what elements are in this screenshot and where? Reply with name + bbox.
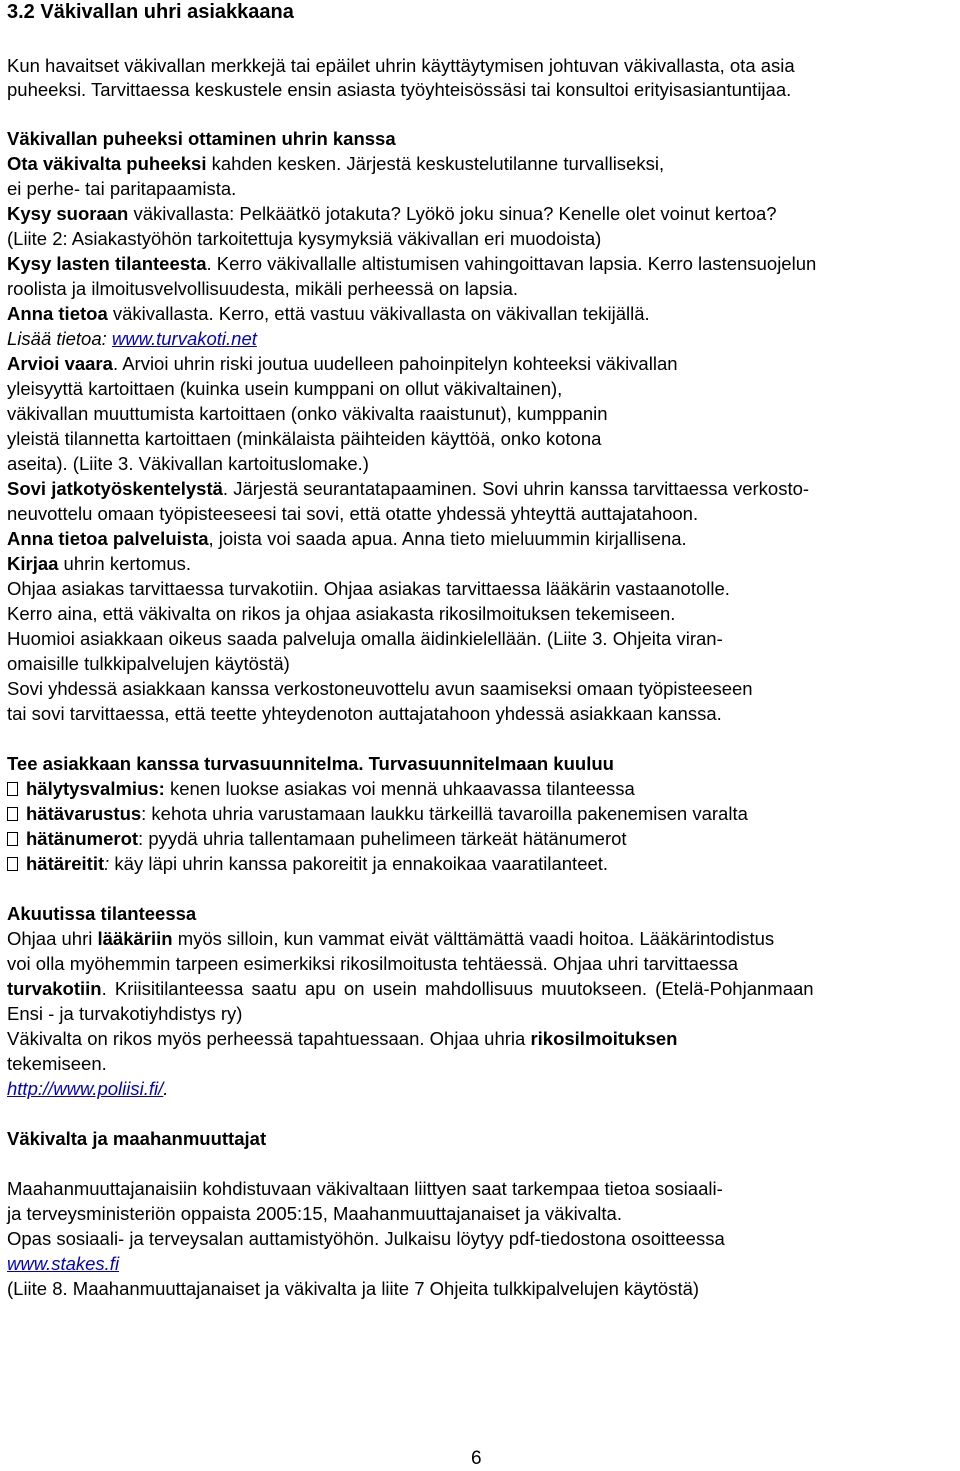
s1-line-5-bold: Kysy lasten tilanteesta — [7, 253, 207, 274]
acute-line-6: tekemiseen. — [7, 1053, 107, 1074]
s1-line-8-text: Lisää tietoa: — [7, 328, 112, 349]
acute-line-3-text: . Kriisitilanteessa saatu apu on usein mahdollisuus muutokseen. (Etelä-Pohjanmaan — [101, 978, 814, 999]
checkbox-icon — [7, 782, 18, 796]
plan-item — [7, 802, 748, 826]
acute-line-2: voi olla myöhemmin tarpeen esimerkiksi rikosilmoitusta tehtäessä. Ohjaa uhri tarvittaessa — [7, 953, 739, 974]
plan-item-sep: : — [138, 828, 144, 849]
s2-line-9-bold: Kirjaa — [7, 553, 59, 574]
immig-line-1: Maahanmuuttajanaisiin kohdistuvaan väkivaltaan liittyen saat tarkempaa tietoa sosiaali- — [7, 1178, 723, 1199]
plan-item-term: hätävarustus — [26, 803, 142, 824]
plan-item-sep: : — [141, 803, 147, 824]
plan-item-sep: : — [158, 778, 165, 799]
acute-title: Akuutissa tilanteessa — [7, 903, 197, 924]
acute-line-7 — [7, 1077, 168, 1101]
turvakoti-link[interactable]: www.turvakoti.net — [111, 328, 257, 349]
s2-line-6-bold: Sovi jatkotyöskentelystä — [7, 478, 223, 499]
s2-line-6 — [7, 477, 809, 501]
s1-line-7-text: väkivallasta. Kerro, että vastuu väkivallasta on väkivallan tekijällä. — [107, 303, 650, 324]
plan-item — [7, 827, 627, 851]
s2-line-15: tai sovi tarvittaessa, että teette yhteydenoton auttajatahoon yhdessä asiakkaan kanssa. — [7, 703, 722, 724]
plan-item-text: käy läpi uhrin kanssa pakoreitit ja ennakoikaa vaaratilanteet. — [109, 853, 609, 874]
s2-line-1 — [7, 352, 678, 376]
s1-line-3 — [7, 202, 777, 226]
poliisi-link[interactable]: http://www.poliisi.fi/ — [7, 1078, 164, 1099]
s2-line-13: omaisille tulkkipalvelujen käytöstä) — [7, 653, 290, 674]
s1-line-2: ei perhe- tai paritapaamista. — [7, 178, 237, 199]
checkbox-icon — [7, 832, 18, 846]
acute-line-1-bold: lääkäriin — [97, 928, 173, 949]
plan-title: Tee asiakkaan kanssa turvasuunnitelma. Turvasuunnitelmaan kuuluu — [7, 753, 614, 774]
s1-line-7-bold: Anna tietoa — [7, 303, 108, 324]
plan-item-text: kehota uhria varustamaan laukku tärkeillä tavaroilla pakenemisen varalta — [146, 803, 748, 824]
acute-line-4: Ensi - ja turvakotiyhdistys ry) — [7, 1003, 243, 1024]
intro-line-2: puheeksi. Tarvittaessa keskustele ensin asiasta työyhteisössäsi tai konsultoi erityisasiantuntijaa. — [7, 79, 792, 100]
checkbox-icon — [7, 857, 18, 871]
s1-line-1-text: kahden kesken. Järjestä keskustelutilanne turvalliseksi, — [206, 153, 665, 174]
acute-line-1-a: Ohjaa uhri — [7, 928, 98, 949]
acute-line-5-bold: rikosilmoituksen — [530, 1028, 678, 1049]
s1-line-3-text: väkivallasta: Pelkäätkö jotakuta? Lyökö joku sinua? Kenelle olet voinut kertoa? — [128, 203, 777, 224]
acute-line-3 — [7, 977, 814, 1001]
checkbox-icon — [7, 807, 18, 821]
s1-line-3-bold: Kysy suoraan — [7, 203, 129, 224]
immig-line-4 — [7, 1252, 119, 1276]
s2-line-11: Kerro aina, että väkivalta on rikos ja ohjaa asiakasta rikosilmoituksen tekemiseen. — [7, 603, 676, 624]
s1-title: Väkivallan puheeksi ottaminen uhrin kanssa — [7, 128, 396, 149]
plan-item — [7, 852, 608, 876]
s2-line-8-text: , joista voi saada apua. Anna tieto mieluummin kirjallisena. — [208, 528, 687, 549]
plan-item-term: hätänumerot — [26, 828, 139, 849]
s2-line-12: Huomioi asiakkaan oikeus saada palveluja omalla äidinkielellään. (Liite 3. Ohjeita viran- — [7, 628, 723, 649]
acute-line-5 — [7, 1027, 677, 1051]
s1-line-6: roolista ja ilmoitusvelvollisuudesta, mikäli perheessä on lapsia. — [7, 278, 519, 299]
plan-item — [7, 777, 635, 801]
s1-line-8 — [7, 327, 257, 351]
plan-item-text: kenen luokse asiakas voi mennä uhkaavassa tilanteessa — [164, 778, 635, 799]
s2-line-1-bold: Arvioi vaara — [7, 353, 113, 374]
acute-line-1 — [7, 927, 774, 951]
plan-item-text: pyydä uhria tallentamaan puhelimeen tärkeät hätänumerot — [143, 828, 627, 849]
s1-line-1 — [7, 152, 664, 176]
s2-line-14: Sovi yhdessä asiakkaan kanssa verkostoneuvottelu avun saamiseksi omaan työpisteeseen — [7, 678, 753, 699]
s1-line-7 — [7, 302, 650, 326]
acute-line-1-c: myös silloin, kun vammat eivät välttämättä vaadi hoitoa. Lääkärintodistus — [172, 928, 775, 949]
plan-item-term: hätäreitit — [26, 853, 105, 874]
s2-line-2: yleisyyttä kartoittaen (kuinka usein kumppani on ollut väkivaltainen), — [7, 378, 563, 399]
s2-line-5: aseita). (Liite 3. Väkivallan kartoituslomake.) — [7, 453, 369, 474]
section-heading: 3.2 Väkivallan uhri asiakkaana — [7, 1, 294, 23]
s2-line-1-text: . Arvioi uhrin riski joutua uudelleen pahoinpitelyn kohteeksi väkivallan — [112, 353, 678, 374]
immig-title: Väkivalta ja maahanmuuttajat — [7, 1128, 267, 1149]
s2-line-8 — [7, 527, 687, 551]
immig-line-5: (Liite 8. Maahanmuuttajanaiset ja väkivalta ja liite 7 Ohjeita tulkkipalvelujen käytöstä) — [7, 1278, 700, 1299]
s2-line-9-text: uhrin kertomus. — [58, 553, 192, 574]
s1-line-4: (Liite 2: Asiakastyöhön tarkoitettuja kysymyksiä väkivallan eri muodoista) — [7, 228, 602, 249]
s2-line-8-bold: Anna tietoa palveluista — [7, 528, 209, 549]
s2-line-10: Ohjaa asiakas tarvittaessa turvakotiin. Ohjaa asiakas tarvittaessa lääkärin vastaanotolle. — [7, 578, 730, 599]
page-number: 6 — [471, 1448, 482, 1469]
s2-line-3: väkivallan muuttumista kartoittaen (onko väkivalta raaistunut), kumppanin — [7, 403, 608, 424]
s1-line-1-bold: Ota väkivalta puheeksi — [7, 153, 207, 174]
stakes-link[interactable]: www.stakes.fi — [7, 1253, 120, 1274]
s2-line-7: neuvottelu omaan työpisteeseesi tai sovi, että otatte yhdessä yhteyttä auttajatahoon. — [7, 503, 699, 524]
plan-item-term: hälytysvalmius — [26, 778, 159, 799]
immig-line-2: ja terveysministeriön oppaista 2005:15, Maahanmuuttajanaiset ja väkivalta. — [7, 1203, 622, 1224]
acute-link-after: . — [163, 1078, 169, 1099]
intro-line-1: Kun havaitset väkivallan merkkejä tai epäilet uhrin käyttäytymisen johtuvan väkivallasta, ota asia — [7, 55, 795, 76]
s2-line-4: yleistä tilannetta kartoittaen (minkälaista päihteiden käyttöä, onko kotona — [7, 428, 602, 449]
immig-line-3: Opas sosiaali- ja terveysalan auttamistyöhön. Julkaisu löytyy pdf-tiedostona osoitteessa — [7, 1228, 725, 1249]
plan-item-sep: : — [104, 853, 110, 874]
s1-line-5 — [7, 252, 816, 276]
s1-line-5-text: . Kerro väkivallalle altistumisen vahingoittavan lapsia. Kerro lastensuojelun — [206, 253, 817, 274]
s2-line-9 — [7, 552, 191, 576]
acute-line-3-bold: turvakotiin — [7, 978, 102, 999]
s2-line-6-text: . Järjestä seurantatapaaminen. Sovi uhrin kanssa tarvittaessa verkosto- — [222, 478, 810, 499]
acute-line-5-text: Väkivalta on rikos myös perheessä tapahtuessaan. Ohjaa uhria — [7, 1028, 531, 1049]
